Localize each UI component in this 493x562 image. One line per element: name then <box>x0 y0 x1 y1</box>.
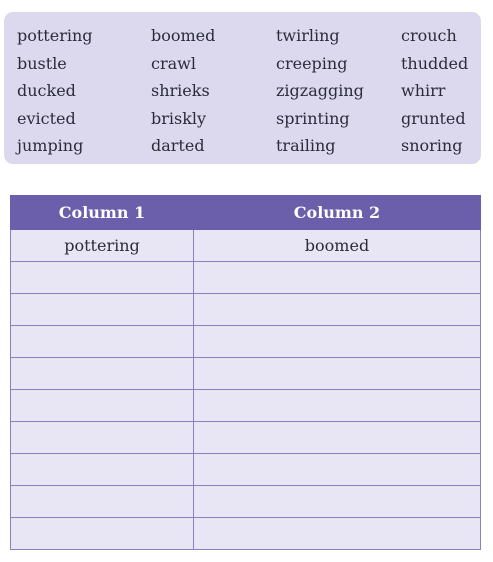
word-item: darted <box>151 136 205 155</box>
table-cell[interactable] <box>11 294 194 326</box>
word-bank <box>4 12 481 164</box>
word-item: creeping <box>276 53 348 73</box>
word-item: ducked <box>17 81 76 100</box>
word-item: zigzagging <box>276 81 364 100</box>
word-bank-column-2 <box>151 22 215 160</box>
table-cell[interactable] <box>194 262 481 294</box>
word-item: crouch <box>401 26 457 45</box>
table-row <box>11 230 481 262</box>
column-2-header: Column 2 <box>194 196 481 230</box>
table-cell[interactable] <box>194 390 481 422</box>
table-row <box>11 326 481 358</box>
word-item: snoring <box>401 136 463 155</box>
word-item: crawl <box>151 53 196 73</box>
sorting-table <box>10 195 481 550</box>
table-row <box>11 518 481 550</box>
table-cell[interactable] <box>11 262 194 294</box>
word-item: trailing <box>276 136 336 155</box>
table-cell[interactable] <box>11 358 194 390</box>
table-cell[interactable] <box>194 358 481 390</box>
table-cell[interactable] <box>11 390 194 422</box>
table-cell[interactable] <box>194 518 481 550</box>
word-item: pottering <box>17 26 93 45</box>
table-cell[interactable] <box>11 326 194 358</box>
table-header-row <box>11 196 481 230</box>
table-row <box>11 454 481 486</box>
table-row <box>11 422 481 454</box>
word-item: jumping <box>17 136 84 155</box>
table-cell[interactable] <box>194 294 481 326</box>
table-cell[interactable] <box>11 486 194 518</box>
table-cell[interactable] <box>11 422 194 454</box>
word-item: evicted <box>17 108 76 128</box>
table-cell[interactable] <box>11 454 194 486</box>
table-cell[interactable] <box>194 454 481 486</box>
word-item: sprinting <box>276 108 350 128</box>
word-item: grunted <box>401 108 466 128</box>
table-cell[interactable]: pottering <box>11 230 194 262</box>
word-item: twirling <box>276 26 340 45</box>
word-bank-column-3 <box>276 22 364 160</box>
column-1-header: Column 1 <box>11 196 194 230</box>
table-row <box>11 486 481 518</box>
table-cell[interactable] <box>194 486 481 518</box>
table-cell[interactable] <box>11 518 194 550</box>
word-item: whirr <box>401 81 446 100</box>
table-row <box>11 358 481 390</box>
word-bank-column-1 <box>17 22 93 160</box>
word-item: bustle <box>17 53 67 73</box>
table-cell[interactable]: boomed <box>194 230 481 262</box>
word-item: shrieks <box>151 81 210 100</box>
word-item: briskly <box>151 108 207 128</box>
word-item: thudded <box>401 53 469 73</box>
word-item: boomed <box>151 26 216 45</box>
table-row <box>11 390 481 422</box>
word-bank-column-4 <box>401 22 468 160</box>
table-row <box>11 294 481 326</box>
table-cell[interactable] <box>194 422 481 454</box>
table-cell[interactable] <box>194 326 481 358</box>
table-row <box>11 262 481 294</box>
